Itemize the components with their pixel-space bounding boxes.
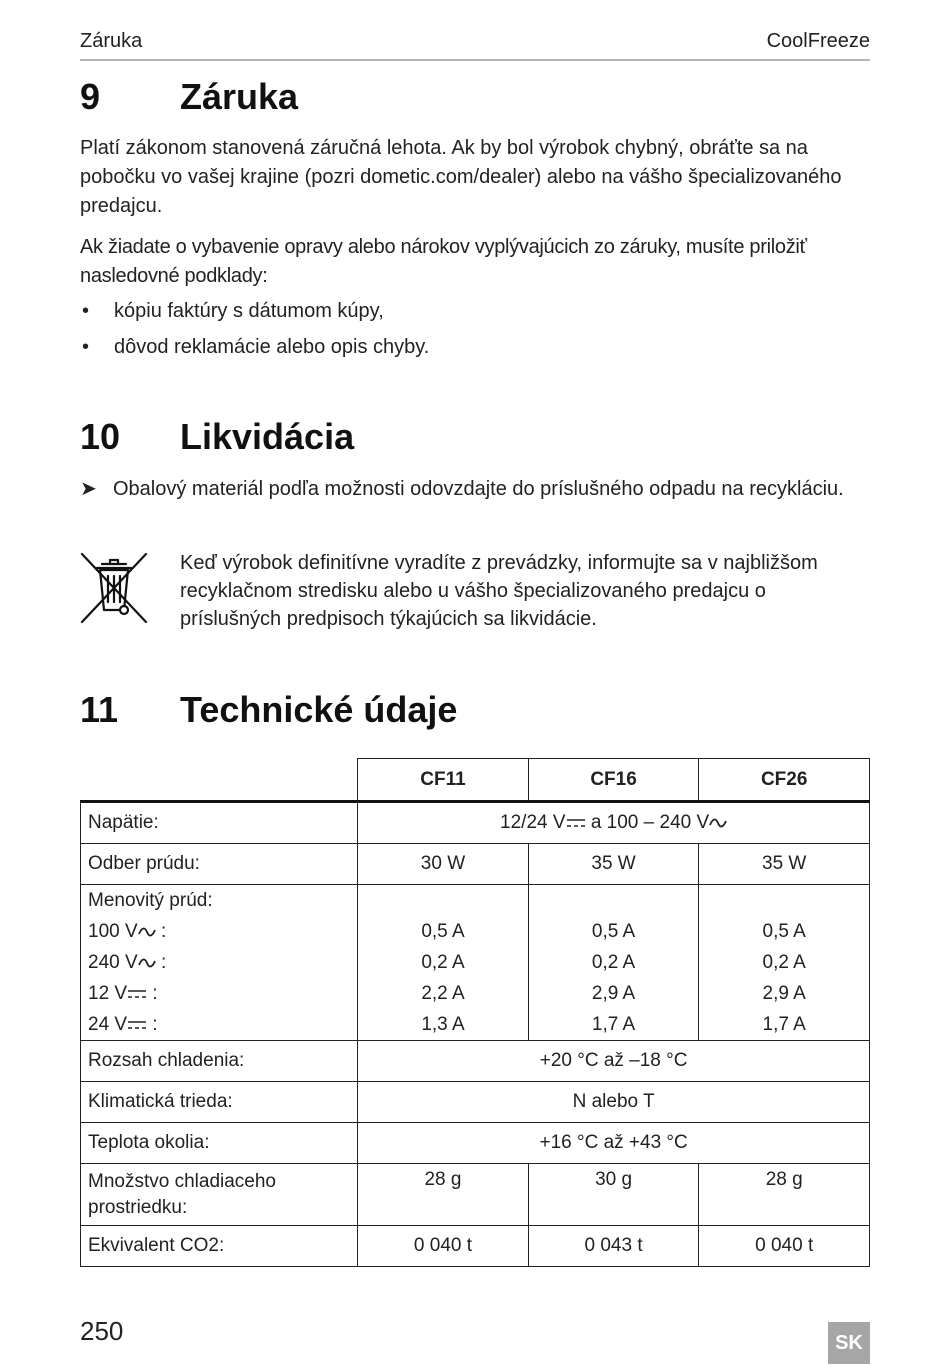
row-label: Ekvivalent CO2: [81, 1226, 358, 1267]
heading-number: 9 [80, 76, 101, 117]
row-label: Menovitý prúd: [88, 890, 213, 911]
current-value: 1,7 A [591, 1014, 636, 1035]
voltage-dc-text: 12/24 V [500, 812, 566, 833]
instruction-step [80, 475, 870, 533]
heading-number: 10 [80, 416, 121, 457]
table-row [81, 1123, 870, 1164]
heading-warranty [80, 77, 870, 117]
heading-title: Záruka [180, 76, 299, 117]
heading-tech-data [80, 690, 870, 730]
table-row [81, 885, 870, 1041]
table-row [81, 1226, 870, 1267]
table-cell: 30 W [358, 844, 529, 885]
table-cell [528, 885, 699, 1041]
table-cell: 28 g [358, 1164, 529, 1226]
table-cell: 0 040 t [699, 1226, 870, 1267]
table-cell [358, 885, 529, 1041]
table-cell: 0 040 t [358, 1226, 529, 1267]
table-cell: 0 043 t [528, 1226, 699, 1267]
heading-title: Likvidácia [180, 416, 355, 457]
sub-label [88, 1009, 357, 1040]
header-section: Záruka [80, 30, 143, 52]
manual-page [80, 0, 870, 1365]
header-blank-cell [81, 759, 358, 802]
dc-symbol-icon [127, 1019, 147, 1031]
row-label: Množstvo chladiaceho prostriedku: [81, 1164, 358, 1226]
header-product: CoolFreeze [766, 30, 870, 52]
table-row [81, 1082, 870, 1123]
language-badge: SK [828, 1322, 870, 1364]
dc-symbol-icon [127, 988, 147, 1000]
sub-label-text: 12 V [88, 983, 128, 1004]
list-item [80, 333, 870, 362]
warranty-paragraph-1: Platí zákonom stanovená záručná lehota. Ak by bol výrobok chybný, obráťte sa na pobočku vo vašej krajine (pozri dometic.com/dealer) alebo na vášho špecializovaného predajcu. [80, 137, 842, 217]
bullet-icon: • [82, 336, 90, 358]
current-value: 0,2 A [421, 952, 465, 973]
sub-label-text: 24 V [88, 1014, 128, 1035]
row-label: Teplota okolia: [81, 1123, 358, 1164]
crossed-bin-icon [80, 552, 148, 624]
ac-symbol-icon [138, 926, 156, 938]
colon: : [160, 952, 167, 973]
running-header [80, 30, 870, 60]
tech-data-table [80, 758, 870, 1267]
sub-label [88, 978, 357, 1009]
warranty-paragraph-2: Ak žiadate o vybavenie opravy alebo nárokov vyplývajúcich zo záruky, musíte priložiť nasledovné podklady: [80, 236, 807, 287]
current-value: 0,5 A [421, 921, 465, 942]
colon: : [152, 1014, 158, 1035]
list-item-text: kópiu faktúry s dátumom kúpy, [114, 300, 384, 322]
current-value: 2,9 A [762, 983, 806, 1004]
current-value: 1,3 A [421, 1014, 465, 1035]
table-cell: N alebo T [358, 1082, 870, 1123]
column-header: CF11 [358, 759, 529, 802]
list-item [80, 297, 870, 326]
row-label: Klimatická trieda: [81, 1082, 358, 1123]
column-header: CF26 [699, 759, 870, 802]
heading-title: Technické údaje [180, 689, 458, 730]
sub-label [88, 916, 357, 947]
current-value: 0,5 A [591, 921, 636, 942]
table-cell: 30 g [528, 1164, 699, 1226]
voltage-value [358, 802, 870, 844]
table-cell: 35 W [699, 844, 870, 885]
table-cell: +20 °C až –18 °C [358, 1041, 870, 1082]
sub-label-text: 240 V [88, 952, 138, 973]
column-header: CF16 [528, 759, 699, 802]
current-value: 2,9 A [591, 983, 636, 1004]
page-number: 250 [80, 1316, 124, 1346]
heading-number: 11 [80, 689, 119, 730]
heading-disposal [80, 417, 870, 457]
current-value: 1,7 A [762, 1014, 806, 1035]
colon: : [152, 983, 158, 1004]
table-row [81, 1164, 870, 1226]
sub-label [88, 947, 357, 978]
arrow-right-icon: ➤ [80, 478, 97, 500]
colon: : [160, 921, 167, 942]
current-value: 0,2 A [762, 952, 806, 973]
table-header-row [81, 759, 870, 802]
row-label-stack [81, 885, 358, 1041]
row-label: Odber prúdu: [81, 844, 358, 885]
sub-label-text: 100 V [88, 921, 138, 942]
row-label: Napätie: [81, 802, 358, 844]
bullet-icon: • [82, 300, 90, 322]
header-rule [80, 59, 870, 61]
current-value: 0,2 A [591, 952, 636, 973]
weee-notice: Keď výrobok definitívne vyradíte z prevádzky, informujte sa v najbližšom recyklačnom stredisku alebo u vášho špecializovaného predajcu o príslušných predpisoch týkajúcich sa likvidácie. [180, 552, 818, 630]
table-cell [699, 885, 870, 1041]
table-cell: +16 °C až +43 °C [358, 1123, 870, 1164]
table-row [81, 802, 870, 844]
ac-symbol-icon [138, 957, 156, 969]
table-cell: 35 W [528, 844, 699, 885]
table-row [81, 844, 870, 885]
instruction-text: Obalový materiál podľa možnosti odovzdajte do príslušného odpadu na recykláciu. [113, 478, 844, 500]
ac-symbol-icon [709, 817, 727, 829]
dc-symbol-icon [566, 817, 586, 829]
list-item-text: dôvod reklamácie alebo opis chyby. [114, 336, 430, 358]
table-cell: 28 g [699, 1164, 870, 1226]
table-row [81, 1041, 870, 1082]
current-value: 0,5 A [762, 921, 806, 942]
current-value: 2,2 A [421, 983, 465, 1004]
voltage-ac-text: a 100 – 240 V [585, 812, 710, 833]
row-label: Rozsah chladenia: [81, 1041, 358, 1082]
